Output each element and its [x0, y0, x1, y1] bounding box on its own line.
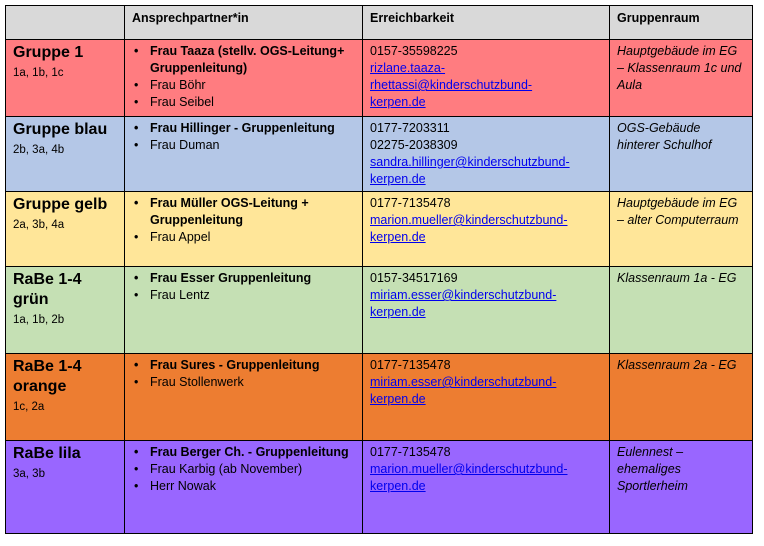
group-cell [6, 117, 125, 192]
phone-number: 0177-7135478 [370, 196, 451, 210]
group-cell [6, 40, 125, 117]
contact-cell [125, 117, 363, 192]
contact-cell [125, 441, 363, 534]
email-line: miriam.esser@kinderschutzbund- [370, 375, 557, 389]
person-item: • Frau Appel [144, 229, 355, 246]
email-line: kerpen.de [370, 392, 426, 406]
group-cell [6, 354, 125, 441]
group-classes: 2b, 3a, 4b [13, 144, 65, 156]
group-cell [6, 267, 125, 354]
room-cell [610, 40, 753, 117]
people-list [132, 43, 355, 111]
room-text: Klassenraum 1a - EG [617, 271, 737, 285]
email-line: kerpen.de [370, 305, 426, 319]
person-item: • Herr Nowak [144, 478, 355, 495]
email-link[interactable] [370, 374, 602, 408]
email-line: kerpen.de [370, 172, 426, 186]
email-line: rhettassi@kinderschutzbund- [370, 78, 533, 92]
table-row [6, 354, 753, 441]
group-name: Gruppe 1 [13, 44, 84, 61]
person-item: • Frau Hillinger - Gruppenleitung [144, 120, 355, 137]
group-cell [6, 192, 125, 267]
person-item: • Frau Sures - Gruppenleitung [144, 357, 355, 374]
reach-cell [363, 117, 610, 192]
contact-cell [125, 267, 363, 354]
person-item: • Frau Lentz [144, 287, 355, 304]
email-link[interactable] [370, 60, 602, 111]
table-row [6, 117, 753, 192]
contact-cell [125, 40, 363, 117]
email-line: marion.mueller@kinderschutzbund- [370, 213, 568, 227]
person-item: • Frau Esser Gruppenleitung [144, 270, 355, 287]
header-contact: Ansprechpartner*in [125, 6, 363, 40]
groups-table [5, 5, 753, 534]
table-row [6, 441, 753, 534]
reach-cell [363, 441, 610, 534]
contact-cell [125, 192, 363, 267]
person-item: • Frau Müller OGS-Leitung + Gruppenleitung [144, 195, 355, 229]
contact-cell [125, 354, 363, 441]
room-cell [610, 117, 753, 192]
person-item: • Frau Taaza (stellv. OGS-Leitung+ Gruppenleitung) [144, 43, 355, 77]
person-item: • Frau Böhr [144, 77, 355, 94]
email-link[interactable] [370, 287, 602, 321]
room-text: Hauptgebäude im EG – Klassenraum 1c und Aula [617, 44, 742, 92]
email-line: sandra.hillinger@kinderschutzbund- [370, 155, 570, 169]
person-item: • Frau Stollenwerk [144, 374, 355, 391]
phone-number: 0157-34517169 [370, 271, 458, 285]
email-link[interactable] [370, 461, 602, 495]
phone-number: 0157-35598225 [370, 44, 458, 58]
person-item: • Frau Berger Ch. - Gruppenleitung [144, 444, 355, 461]
people-list [132, 120, 355, 154]
room-text: Hauptgebäude im EG – alter Computerraum [617, 196, 739, 227]
reach-cell [363, 192, 610, 267]
room-text: OGS-Gebäude hinterer Schulhof [617, 121, 712, 152]
person-item: • Frau Karbig (ab November) [144, 461, 355, 478]
people-list [132, 195, 355, 246]
email-line: marion.mueller@kinderschutzbund- [370, 462, 568, 476]
header-room: Gruppenraum [610, 6, 753, 40]
email-line: miriam.esser@kinderschutzbund- [370, 288, 557, 302]
group-classes: 3a, 3b [13, 468, 45, 480]
reach-cell [363, 40, 610, 117]
people-list [132, 444, 355, 495]
header-row [6, 6, 753, 40]
people-list [132, 270, 355, 304]
room-cell [610, 267, 753, 354]
group-classes: 1a, 1b, 1c [13, 67, 64, 79]
room-cell [610, 354, 753, 441]
email-line: rizlane.taaza- [370, 61, 446, 75]
group-name: RaBe lila [13, 445, 81, 462]
group-name: RaBe 1-4 orange [13, 358, 82, 395]
phone-number: 0177-7135478 [370, 358, 451, 372]
email-line: kerpen.de [370, 230, 426, 244]
phone-number: 02275-2038309 [370, 138, 458, 152]
group-cell [6, 441, 125, 534]
group-classes: 2a, 3b, 4a [13, 219, 65, 231]
email-line: kerpen.de [370, 479, 426, 493]
phone-number: 0177-7203311 [370, 121, 450, 135]
reach-cell [363, 354, 610, 441]
room-text: Eulennest – ehemaliges Sportlerheim [617, 445, 688, 493]
person-item: • Frau Duman [144, 137, 355, 154]
reach-cell [363, 267, 610, 354]
group-name: Gruppe blau [13, 121, 108, 138]
people-list [132, 357, 355, 391]
room-cell [610, 192, 753, 267]
phone-number: 0177-7135478 [370, 445, 451, 459]
group-name: Gruppe gelb [13, 196, 108, 213]
table-row [6, 267, 753, 354]
group-classes: 1a, 1b, 2b [13, 314, 65, 326]
email-link[interactable] [370, 154, 602, 188]
room-text: Klassenraum 2a - EG [617, 358, 737, 372]
email-link[interactable] [370, 212, 602, 246]
room-cell [610, 441, 753, 534]
header-group [6, 6, 125, 40]
table-row [6, 192, 753, 267]
group-name: RaBe 1-4 grün [13, 271, 82, 308]
group-classes: 1c, 2a [13, 401, 45, 413]
person-item: • Frau Seibel [144, 94, 355, 111]
header-reach: Erreichbarkeit [363, 6, 610, 40]
email-line: kerpen.de [370, 95, 426, 109]
table-row [6, 40, 753, 117]
